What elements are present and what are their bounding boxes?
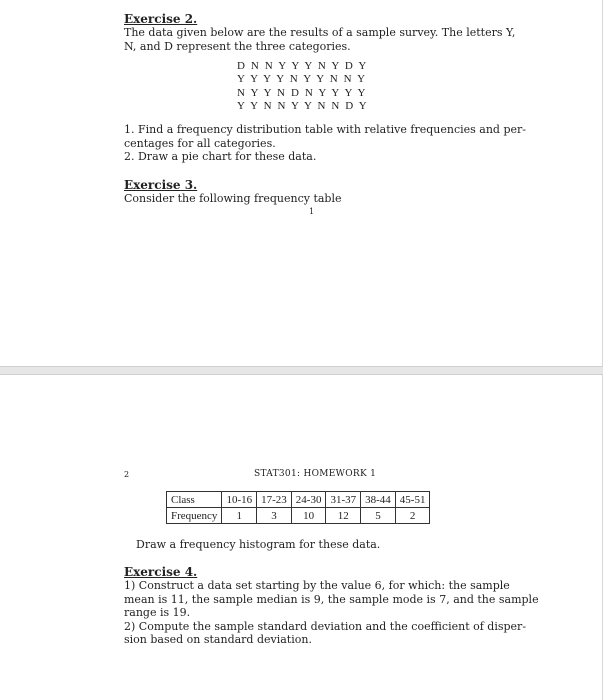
page-number: 2	[124, 470, 130, 479]
exercise-3-heading: Exercise 3.	[124, 178, 198, 192]
exercise-2-questions	[124, 123, 526, 164]
survey-row: Y Y N N Y Y N N D Y	[237, 100, 369, 113]
frequency-cell: 12	[326, 508, 361, 524]
exercise-2-intro	[124, 26, 515, 53]
exercise-3-intro: Consider the following frequency table	[124, 192, 342, 205]
histogram-instruction: Draw a frequency histogram for these data.	[136, 538, 381, 551]
exercise-2-question-1-line-1: 1. Find a frequency distribution table with relative frequencies and per-	[124, 123, 526, 136]
frequency-row	[167, 508, 430, 524]
exercise-2-intro-line-2: N, and D represent the three categories.	[124, 39, 351, 53]
class-cell: 10-16	[222, 492, 257, 508]
exercise-4-q1-line-3: range is 19.	[124, 606, 191, 619]
frequency-cell: 3	[257, 508, 292, 524]
exercise-4-q1-line-2: mean is 11, the sample median is 9, the sample mode is 7, and the sample	[124, 592, 539, 606]
frequency-cell: 1	[222, 508, 257, 524]
frequency-row-header: Frequency	[167, 508, 222, 524]
frequency-cell: 10	[291, 508, 326, 524]
page-2	[0, 375, 603, 700]
exercise-4-q2-line-1: 2) Compute the sample standard deviation and the coefficient of disper-	[124, 619, 527, 633]
survey-row: Y Y Y Y N Y Y N N Y	[237, 73, 367, 86]
running-head: STAT301: HOMEWORK 1	[254, 469, 377, 479]
page-number: 1	[309, 207, 315, 216]
class-cell: 45-51	[395, 492, 430, 508]
class-cell: 31-37	[326, 492, 361, 508]
exercise-2-intro-line-1: The data given below are the results of a sample survey. The letters Y,	[124, 26, 516, 39]
exercise-4-q2-line-2: sion based on standard deviation.	[124, 633, 312, 646]
survey-row: N Y Y N D N Y Y Y Y	[237, 86, 368, 99]
class-cell: 17-23	[257, 492, 292, 508]
page-separator	[0, 366, 603, 375]
class-cell: 38-44	[361, 492, 396, 508]
survey-row: D N N Y Y Y N Y D Y	[237, 60, 368, 72]
frequency-table	[166, 491, 430, 524]
class-cell: 24-30	[291, 492, 326, 508]
class-row-header: Class	[167, 492, 222, 508]
exercise-2-question-1-line-2: centages for all categories.	[124, 136, 276, 150]
exercise-2-question-2: 2. Draw a pie chart for these data.	[124, 150, 317, 163]
exercise-2-heading: Exercise 2.	[124, 12, 198, 26]
exercise-4-heading: Exercise 4.	[124, 565, 198, 579]
survey-letter-grid	[237, 60, 368, 114]
exercise-4-q1-line-1: 1) Construct a data set starting by the value 6, for which: the sample	[124, 579, 510, 592]
frequency-cell: 2	[395, 508, 430, 524]
frequency-cell: 5	[361, 508, 396, 524]
class-row	[167, 492, 430, 508]
exercise-4-body	[124, 579, 539, 647]
